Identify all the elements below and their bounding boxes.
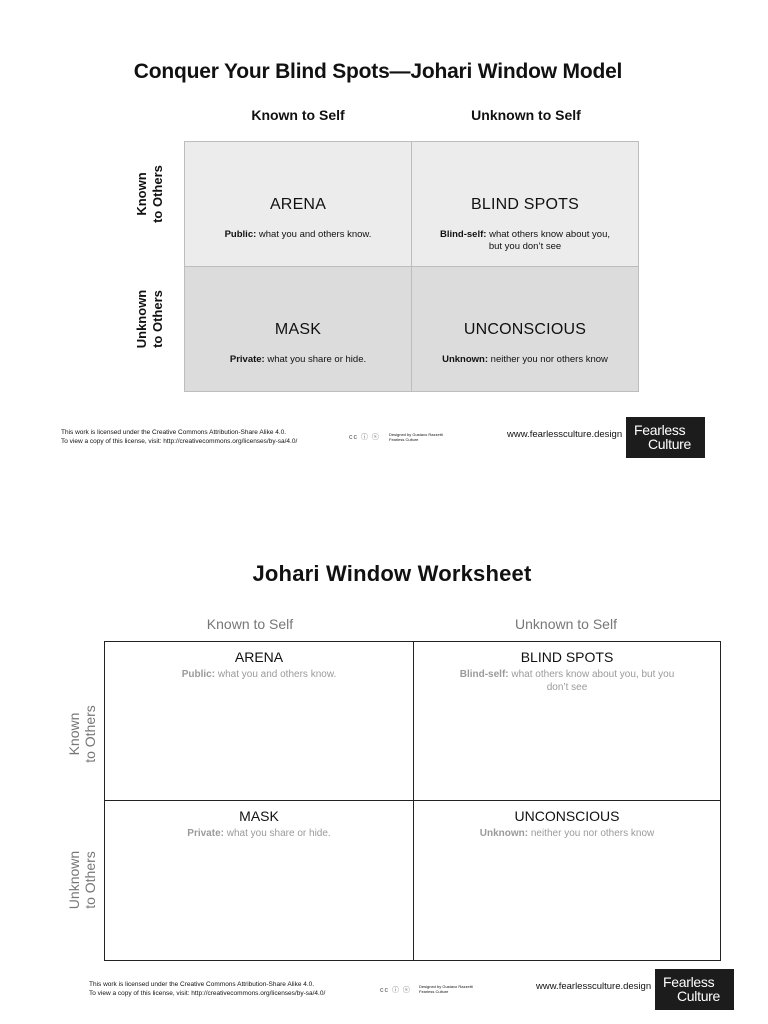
designer-credit <box>419 984 473 994</box>
worksheet-quadrant-arena[interactable] <box>105 642 414 801</box>
row-header-line: to Others <box>82 851 98 909</box>
credit-line: Fearless Culture <box>419 989 449 994</box>
row-header-line: to Others <box>150 165 165 223</box>
model-title: Conquer Your Blind Spots—Johari Window Model <box>133 60 623 83</box>
logo-text: Fearless <box>663 974 715 990</box>
worksheet-grid <box>104 641 721 961</box>
quadrant-title: ARENA <box>234 649 284 665</box>
credit-line: Designed by Gustavo Razzetti <box>419 984 473 989</box>
row-header-line: Known <box>66 712 82 756</box>
worksheet-quadrant-unconscious[interactable] <box>414 801 720 960</box>
quadrant-title: BLIND SPOTS <box>470 196 579 213</box>
license-text <box>61 428 297 446</box>
model-col-header-unknown-to-self: Unknown to Self <box>471 107 581 123</box>
website-link[interactable]: www.fearlessculture.design <box>536 981 652 992</box>
quadrant-arena <box>185 142 412 267</box>
quadrant-title: UNCONSCIOUS <box>514 808 620 824</box>
worksheet-title: Johari Window Worksheet <box>252 561 532 586</box>
website-link[interactable]: www.fearlessculture.design <box>507 429 623 440</box>
quadrant-description: Private: what you share or hide. <box>229 354 367 365</box>
worksheet-quadrant-blind-spots[interactable] <box>414 642 720 801</box>
logo-text: Culture <box>648 436 692 452</box>
designer-credit <box>389 432 443 442</box>
worksheet-col-header-known-to-self: Known to Self <box>206 616 294 632</box>
model-col-header-known-to-self: Known to Self <box>251 107 345 123</box>
row-header-line: to Others <box>150 290 165 348</box>
quadrant-title: MASK <box>274 321 322 338</box>
fearless-culture-logo <box>626 417 705 458</box>
logo-text: Fearless <box>634 422 686 438</box>
credit-line: Fearless Culture <box>389 437 419 442</box>
quadrant-title: UNCONSCIOUS <box>463 321 587 338</box>
license-link[interactable]: To view a copy of this license, visit: http://creativecommons.org/licenses/by-sa/4.0/ <box>61 438 298 445</box>
logo-text: Culture <box>677 988 721 1004</box>
row-header-line: Unknown <box>66 850 82 910</box>
quadrant-blind-spots <box>412 142 638 267</box>
fearless-culture-logo <box>655 969 734 1010</box>
worksheet-col-header-unknown-to-self: Unknown to Self <box>515 616 617 632</box>
quadrant-description: Blind-self: what others know about you, but you don’t see <box>459 669 675 693</box>
row-header-line: Known <box>134 172 149 216</box>
quadrant-description: Private: what you share or hide. <box>187 828 331 839</box>
license-link[interactable]: To view a copy of this license, visit: http://creativecommons.org/licenses/by-sa/4.0/ <box>89 990 326 997</box>
cc-license-icon: cc ⓘ ⓢ <box>380 987 411 994</box>
quadrant-description: Public: what you and others know. <box>181 669 337 680</box>
license-text <box>89 980 325 998</box>
model-row-header-unknown-to-others <box>130 257 170 381</box>
quadrant-description: Unknown: neither you nor others know <box>442 354 608 365</box>
quadrant-title: BLIND SPOTS <box>520 649 614 665</box>
quadrant-description: Public: what you and others know. <box>224 229 372 240</box>
row-header-line: Unknown <box>134 289 149 349</box>
quadrant-description: Blind-self: what others know about you, but you don’t see <box>439 229 611 252</box>
worksheet-quadrant-mask[interactable] <box>105 801 414 960</box>
license-line: This work is licensed under the Creative Commons Attribution-Share Alike 4.0. <box>89 981 315 988</box>
quadrant-description: Unknown: neither you nor others know <box>479 828 655 839</box>
quadrant-title: MASK <box>239 808 279 824</box>
quadrant-title: ARENA <box>269 196 327 213</box>
quadrant-mask <box>185 267 412 391</box>
worksheet-row-header-unknown-to-others <box>62 805 102 955</box>
model-row-header-known-to-others <box>130 132 170 256</box>
cc-license-icon: cc ⓘ ⓢ <box>349 434 380 441</box>
license-line: This work is licensed under the Creative Commons Attribution-Share Alike 4.0. <box>61 429 287 436</box>
credit-line: Designed by Gustavo Razzetti <box>389 432 443 437</box>
model-grid <box>184 141 639 392</box>
quadrant-unconscious <box>412 267 638 391</box>
worksheet-row-header-known-to-others <box>62 659 102 809</box>
row-header-line: to Others <box>82 705 98 763</box>
